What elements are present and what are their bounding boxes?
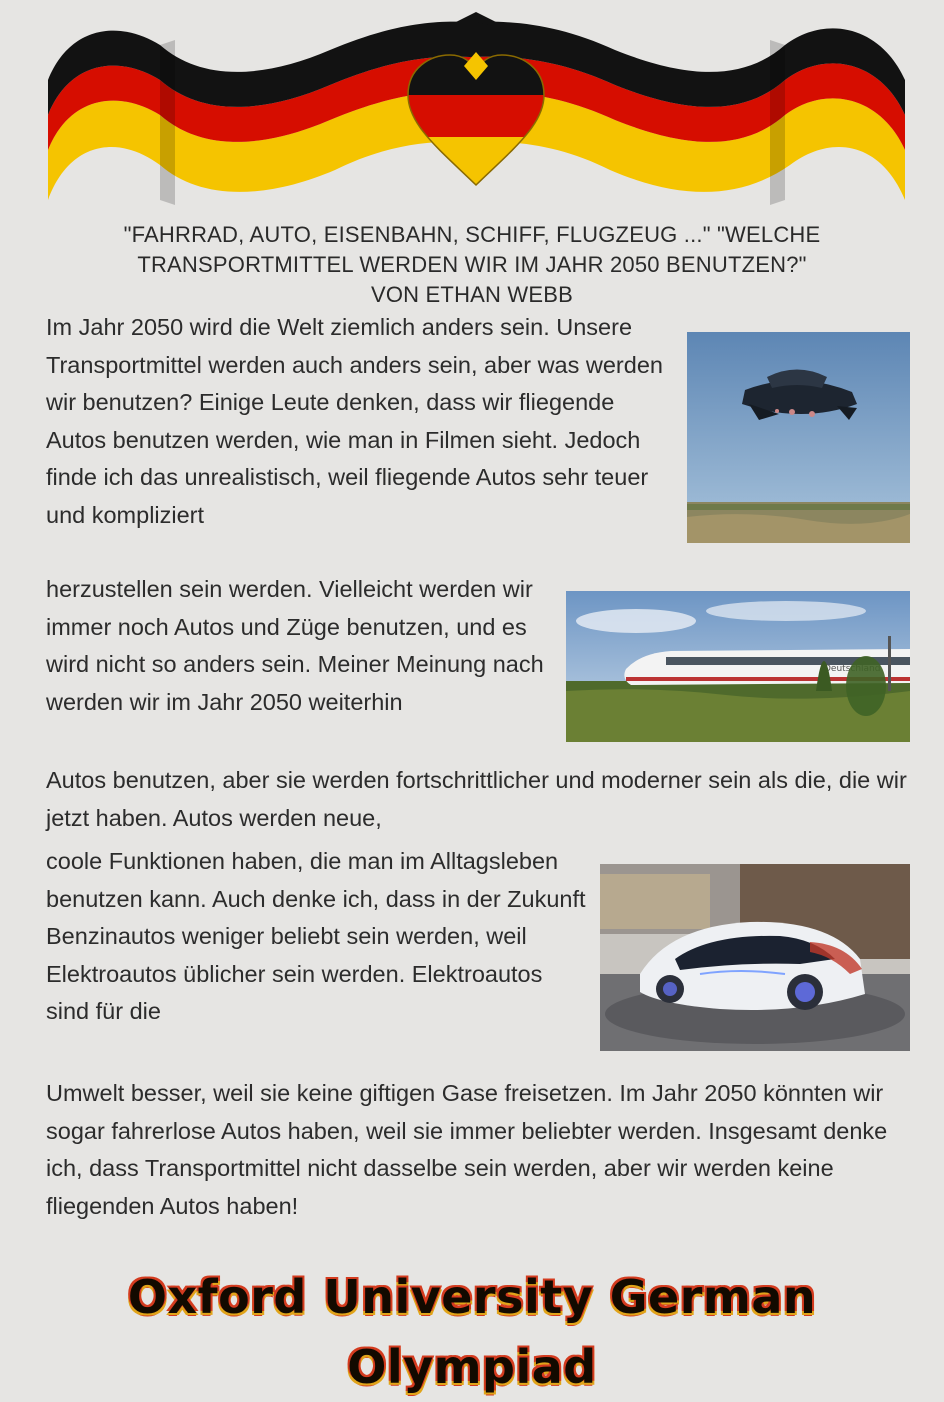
footer-title: Oxford University German Olympiad bbox=[127, 1270, 817, 1394]
title-line-1: "FAHRRAD, AUTO, EISENBAHN, SCHIFF, FLUGZEUG ..." "WELCHE bbox=[123, 222, 821, 247]
article-paragraph-1: Im Jahr 2050 wird die Welt ziemlich anders sein. Unsere Transportmittel werden auch anders sein, aber was werden wir benutzen? Einige Leute denken, dass wir fliegende Autos benutzen werden, wie man in Filmen sieht. Jedoch finde ich das unrealistisch, weil fliegende Autos sehr teuer und kompliziert bbox=[46, 314, 663, 528]
title-author: VON ETHAN WEBB bbox=[370, 282, 574, 307]
article-paragraph-5: Umwelt besser, weil sie keine giftigen Gase freisetzen. Im Jahr 2050 könnten wir sogar fahrerlose Autos haben, weil sie immer beliebter werden. Insgesamt denke ich, dass Transportmittel nicht dasselbe sein werden, aber wir werden keine fliegenden Autos haben! bbox=[46, 1080, 888, 1219]
german-flag-banner bbox=[0, 0, 944, 220]
flying-car-photo bbox=[687, 332, 910, 543]
article-paragraph-4: coole Funktionen haben, die man im Alltagsleben benutzen kann. Auch denke ich, dass in der Zukunft Benzinautos weniger beliebt sein werden, weil Elektroautos üblicher sein werden. Elektroautos sind für die bbox=[46, 848, 586, 1024]
article-paragraph-3: Autos benutzen, aber sie werden fortschrittlicher und moderner sein als die, die wir jetzt haben. Autos werden neue, bbox=[46, 767, 907, 831]
article-title bbox=[40, 220, 904, 310]
title-line-2: TRANSPORTMITTEL WERDEN WIR IM JAHR 2050 BENUTZEN?" bbox=[137, 252, 807, 277]
train-photo bbox=[566, 591, 910, 742]
article-paragraph-2: herzustellen sein werden. Vielleicht werden wir immer noch Autos und Züge benutzen, und es wird nicht so anders sein. Meiner Meinung nach werden wir im Jahr 2050 weiterhin bbox=[46, 576, 544, 715]
concept-car-photo bbox=[600, 864, 910, 1051]
flag-ribbon-heart-icon bbox=[0, 0, 944, 220]
